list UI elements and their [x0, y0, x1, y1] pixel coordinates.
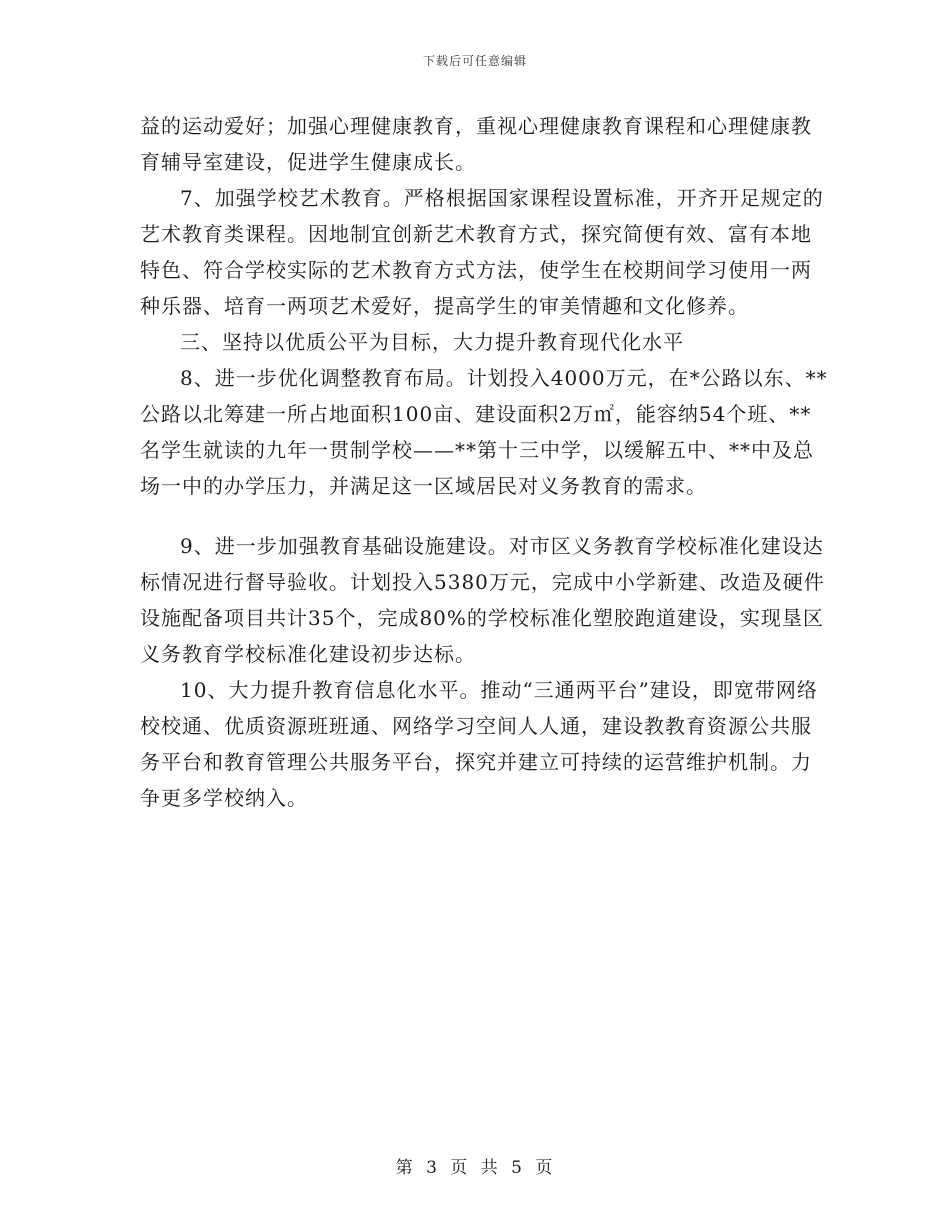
- section-heading-3: 三、坚持以优质公平为目标，大力提升教育现代化水平: [180, 330, 684, 354]
- header-note: 下载后可任意编辑: [422, 54, 527, 68]
- paragraph-item-9: 9、进一步加强教育基础设施建设。对市区义务教育学校标准化建设达标情况进行督导验收。计划投入5380万元，完成中小学新建、改造及硬件设施配备项目共计35个，完成80%的学校标准化塑胶跑道建设，实现垦区义务教育学校标准化建设初步达标。: [140, 534, 825, 666]
- document-body: [140, 108, 830, 816]
- page-number-footer: 第 3 页 共 5 页: [395, 1158, 555, 1178]
- paragraph-continuation: 益的运动爱好；加强心理健康教育，重视心理健康教育课程和心理健康教育辅导室建设，促进学生健康成长。: [140, 114, 812, 174]
- paragraph-item-8: 8、进一步优化调整教育布局。计划投入4000万元，在*公路以东、**公路以北筹建一所占地面积100亩、建设面积2万㎡，能容纳54个班、**名学生就读的九年一贯制学校——**第十三中学，以缓解五中、**中及总场一中的办学压力，并满足这一区域居民对义务教育的需求。: [140, 366, 828, 498]
- paragraph-item-10: 10、大力提升教育信息化水平。推动“三通两平台”建设，即宽带网络校校通、优质资源班班通、网络学习空间人人通，建设教教育资源公共服务平台和教育管理公共服务平台，探究并建立可持续的运营维护机制。力争更多学校纳入。: [140, 678, 818, 810]
- paragraph-item-7: 7、加强学校艺术教育。严格根据国家课程设置标准，开齐开足规定的艺术教育类课程。因地制宜创新艺术教育方式，探究简便有效、富有本地特色、符合学校实际的艺术教育方式方法，使学生在校期间学习使用一两种乐器、培育一两项艺术爱好，提高学生的审美情趣和文化修养。: [140, 186, 824, 318]
